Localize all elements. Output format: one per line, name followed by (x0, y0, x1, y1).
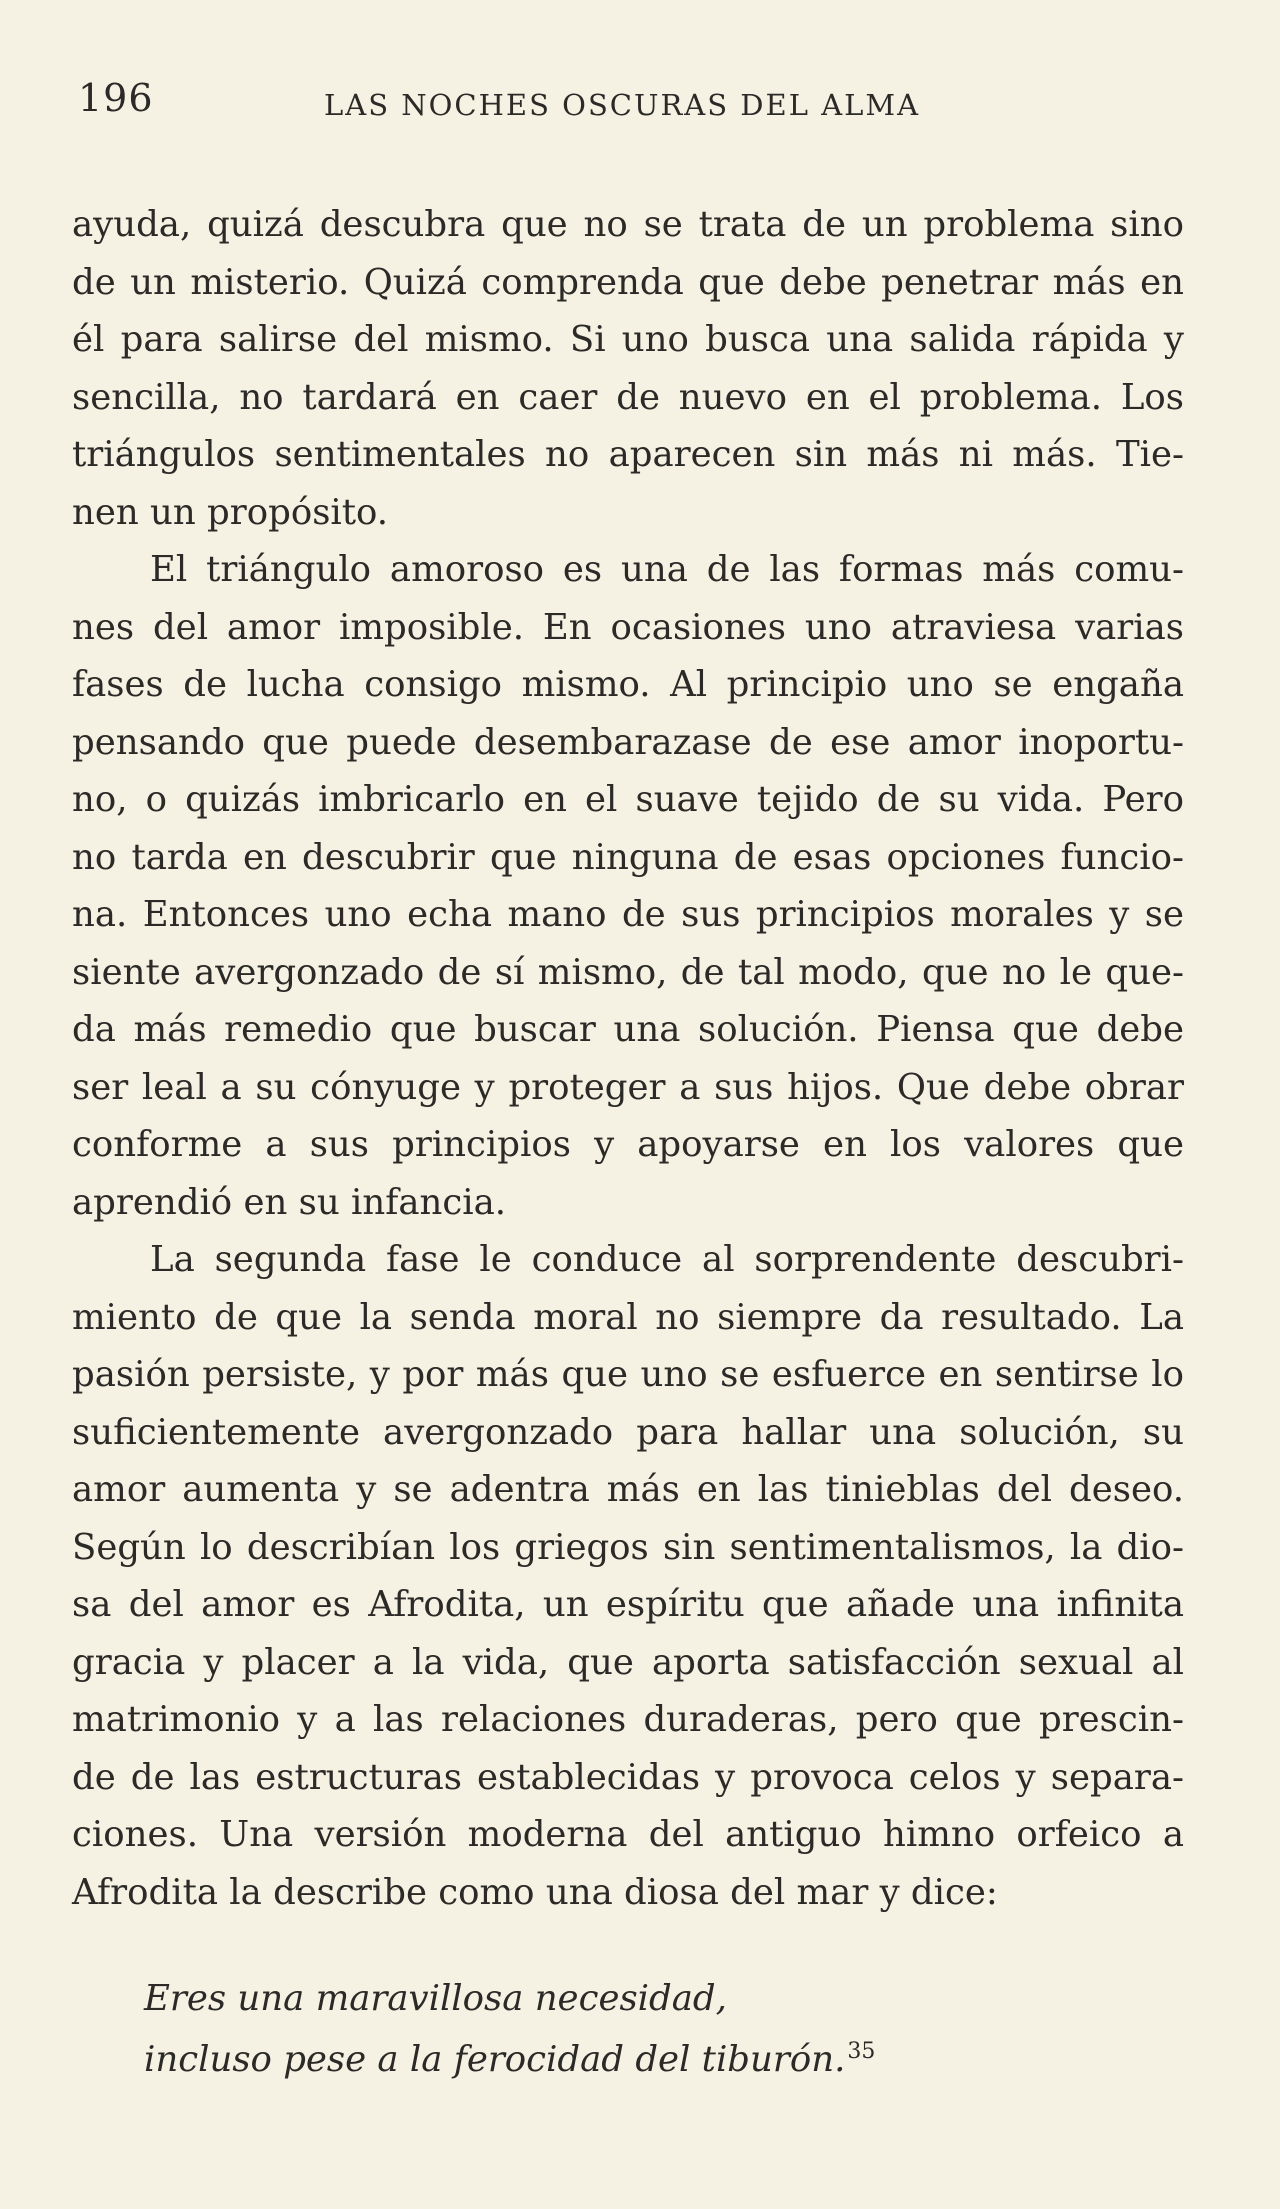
body-text (72, 196, 1184, 1921)
text-line: él para salirse del mismo. Si uno busca una salida rápida y (72, 319, 1184, 360)
text-line: ciones. Una versión moderna del antiguo himno orfeico a (72, 1814, 1184, 1855)
text-line: matrimonio y a las relaciones duraderas, pero que prescin- (72, 1699, 1184, 1740)
text-line: nes del amor imposible. En ocasiones uno atraviesa varias (72, 606, 1184, 648)
text-line: El triángulo amoroso es una de las formas más comu- (150, 549, 1184, 590)
paragraph-3 (72, 1231, 1184, 1921)
text-line: nen un propósito. (72, 491, 389, 533)
text-line: suficientemente avergonzado para hallar una solución, su (72, 1411, 1184, 1453)
text-line: de un misterio. Quizá comprenda que debe penetrar más en (72, 261, 1184, 303)
text-line: aprendió en su infancia. (72, 1181, 507, 1223)
text-line: fases de lucha consigo mismo. Al principio uno se engaña (72, 664, 1184, 705)
text-line: no tarda en descubrir que ninguna de esas opciones funcio- (72, 836, 1184, 878)
page-header (78, 76, 1202, 136)
text-line: ser leal a su cónyuge y proteger a sus hijos. Que debe obrar (72, 1066, 1184, 1108)
verse-quote (144, 1968, 1144, 2090)
running-head: LAS NOCHES OSCURAS DEL ALMA (324, 88, 921, 122)
text-line: Afrodita la describe como una diosa del mar y dice: (72, 1871, 998, 1913)
text-line: no, o quizás imbricarlo en el suave tejido de su vida. Pero (72, 779, 1184, 820)
text-line: triángulos sentimentales no aparecen sin más ni más. Tie- (72, 434, 1184, 475)
text-line: de de las estructuras establecidas y provoca celos y separa- (72, 1756, 1184, 1798)
footnote-reference[interactable]: 35 (847, 2039, 876, 2065)
text-line: na. Entonces uno echa mano de sus principios morales y se (72, 894, 1184, 935)
text-line: pasión persiste, y por más que uno se esfuerce en sentirse lo (72, 1354, 1184, 1395)
text-line: amor aumenta y se adentra más en las tinieblas del deseo. (72, 1469, 1184, 1510)
text-line: siente avergonzado de sí mismo, de tal modo, que no le que- (72, 951, 1184, 993)
text-line: Según lo describían los griegos sin sentimentalismos, la dio- (72, 1526, 1184, 1568)
quote-line: incluso pese a la ferocidad del tiburón. (144, 2039, 846, 2080)
text-line: La segunda fase le conduce al sorprendente descubri- (150, 1239, 1184, 1280)
text-line: da más remedio que buscar una solución. Piensa que debe (72, 1009, 1184, 1050)
quote-line: Eres una maravillosa necesidad, (144, 1978, 727, 2019)
text-line: miento de que la senda moral no siempre da resultado. La (72, 1296, 1184, 1338)
text-line: sencilla, no tardará en caer de nuevo en el problema. Los (72, 376, 1184, 418)
paragraph-1 (72, 196, 1184, 541)
text-line: gracia y placer a la vida, que aporta satisfacción sexual al (72, 1641, 1184, 1683)
text-line: pensando que puede desembarazase de ese amor inoportu- (72, 721, 1184, 763)
text-line: conforme a sus principios y apoyarse en los valores que (72, 1124, 1184, 1165)
paragraph-2 (72, 541, 1184, 1231)
quote-line-with-note (144, 2029, 1144, 2090)
text-line: sa del amor es Afrodita, un espíritu que añade una infinita (72, 1584, 1184, 1625)
text-line: ayuda, quizá descubra que no se trata de un problema sino (72, 204, 1184, 245)
page-number: 196 (78, 76, 154, 120)
